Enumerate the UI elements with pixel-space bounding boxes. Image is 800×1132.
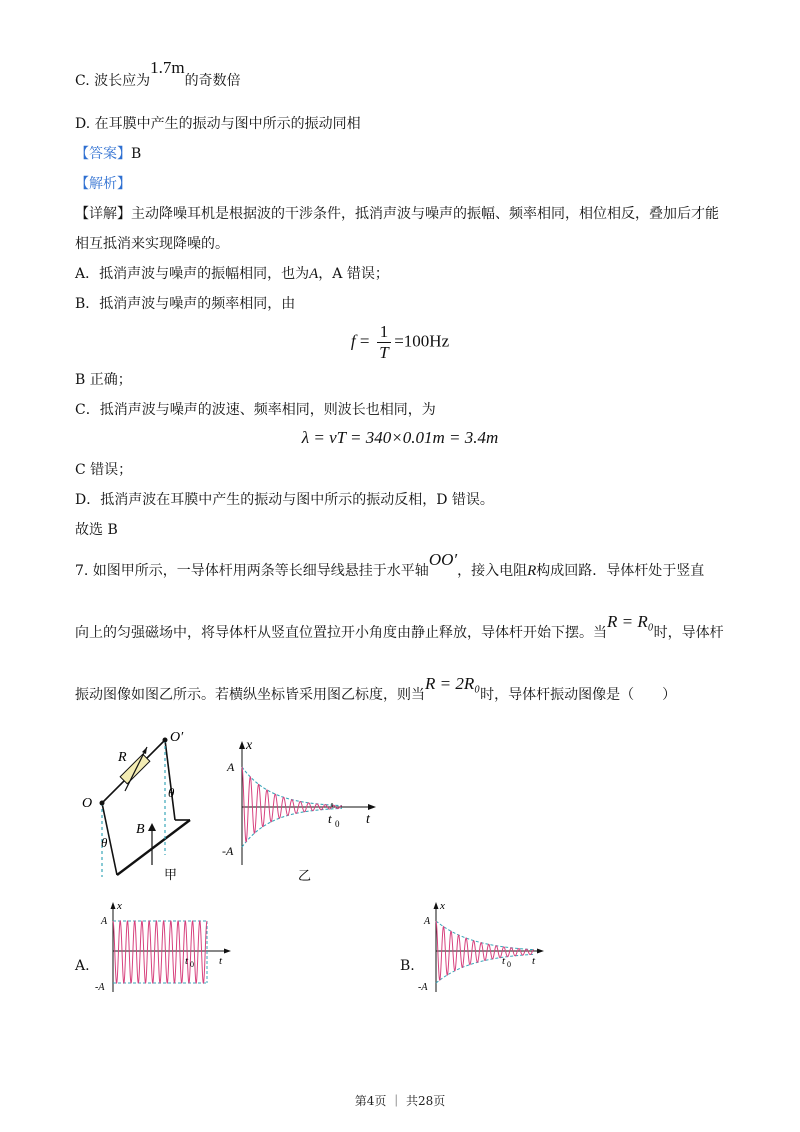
yi-envelope-bottom — [242, 808, 342, 847]
wire-right — [165, 740, 175, 820]
a-label-t0: t — [185, 955, 189, 967]
b-label-neg-a: -A — [418, 982, 428, 993]
yi-label-t0: t — [328, 811, 332, 826]
analysis-c-wrong: C 错误； — [75, 462, 133, 478]
b-envelope-bottom — [436, 954, 534, 983]
page-footer: 第4页 ｜ 共28页 — [354, 1094, 446, 1108]
option-a-letter[interactable]: A. — [75, 958, 90, 974]
q7-2r0-math: R = 2R₀ — [425, 674, 481, 693]
label-r: R — [118, 750, 127, 765]
option-c-text: C. 波长应为 — [75, 73, 151, 89]
q7-text-1b: ，接入电阻 — [457, 563, 528, 579]
analysis-b-correct: B 正确； — [75, 372, 132, 388]
caption-yi: 乙 — [298, 868, 312, 883]
option-c-line — [75, 58, 241, 91]
a-label-t0-sub: 0 — [190, 960, 194, 969]
q7-text-1c: 构成回路．导体杆处于竖直 — [536, 563, 705, 579]
frequency-equation: f = $\frac{1}{T}$ =100Hz — [350, 322, 450, 362]
analysis-tag: 【解析】 — [75, 176, 131, 192]
answer-tag: 【答案】 — [75, 146, 131, 162]
figure-jia — [70, 725, 220, 885]
detail-text-1: 主动降噪耳机是根据波的干涉条件，抵消声波与噪声的振幅、频率相同，相位相反，叠加后才能 — [131, 206, 719, 222]
q7-text-3: 振动图像如图乙所示。若横纵坐标皆采用图乙标度，则当 — [75, 687, 425, 703]
wavelength-equation: λ = vT = 340×0.01m = 3.4m — [301, 428, 499, 447]
pivot-o — [100, 801, 105, 806]
b-label-t0-sub: 0 — [507, 960, 511, 969]
b-label-a: A — [424, 916, 431, 927]
option-b-letter[interactable]: B. — [400, 958, 415, 974]
question7-line-2 — [75, 612, 724, 643]
label-b: B — [136, 822, 145, 837]
analysis-a-line — [75, 264, 389, 284]
pivot-o-prime — [163, 738, 168, 743]
caption-jia: 甲 — [164, 867, 178, 882]
detail-line-1 — [75, 204, 719, 224]
detail-tag: 【详解】 — [75, 206, 131, 222]
question7-line-3 — [75, 674, 677, 705]
analysis-a-suffix: ，A 错误； — [318, 266, 389, 282]
q7-text-2: 向上的匀强磁场中，将导体杆从竖直位置拉开小角度由静止释放，导体杆开始下摆。当 — [75, 625, 607, 641]
field-arrow-head — [148, 823, 156, 831]
option-b-graph[interactable] — [418, 900, 548, 995]
b-t-arrow — [537, 949, 544, 954]
freq-rhs: =100Hz — [394, 331, 450, 351]
b-x-arrow — [434, 902, 439, 909]
figure-yi — [222, 735, 382, 885]
label-theta-left: θ — [101, 835, 108, 850]
q7-text-2b: 时，导体杆 — [653, 625, 724, 641]
a-x-arrow — [111, 902, 116, 909]
q7-r0-math: R = R₀ — [607, 612, 654, 631]
label-o: O — [82, 796, 93, 811]
a-label-neg-a: -A — [95, 982, 105, 993]
analysis-a-text: A．抵消声波与噪声的振幅相同，也为 — [75, 266, 310, 282]
freq-lhs: f — [350, 331, 356, 351]
freq-numerator: 1 — [377, 322, 392, 343]
answer-value: B — [131, 146, 142, 162]
q7-text-1: 7. 如图甲所示，一导体杆用两条等长细导线悬挂于水平轴 — [75, 563, 429, 579]
freq-fraction — [377, 322, 392, 363]
option-c-math: 1.7m — [150, 58, 185, 77]
analysis-c-line: C．抵消声波与噪声的波速、频率相同，则波长也相同，为 — [75, 402, 436, 418]
yi-t-arrow — [368, 804, 376, 810]
yi-label-neg-a: -A — [222, 844, 234, 858]
q7-text-3b: 时，导体杆振动图像是（ ） — [480, 687, 677, 703]
choose-line: 故选 B — [75, 522, 118, 538]
resistor-arrow-head — [142, 747, 147, 754]
yi-x-arrow — [239, 741, 245, 749]
analysis-a-var: A — [309, 266, 319, 282]
freq-denominator: T — [379, 343, 389, 362]
q7-var-r: R — [527, 563, 537, 579]
b-label-t0: t — [502, 955, 506, 967]
yi-label-t0-sub: 0 — [335, 819, 340, 829]
option-c-suffix: 的奇数倍 — [184, 73, 241, 89]
a-label-x: x — [117, 900, 122, 912]
yi-label-t: t — [366, 812, 370, 827]
label-o-prime: O′ — [170, 730, 184, 745]
answer-line — [75, 144, 141, 164]
yi-label-x: x — [246, 738, 253, 753]
label-theta-right: θ — [168, 785, 175, 800]
yi-label-a: A — [227, 760, 235, 774]
option-a-graph[interactable] — [95, 900, 235, 995]
analysis-b-line: B．抵消声波与噪声的频率相同，由 — [75, 296, 296, 312]
q7-axis-math: OO′ — [428, 550, 458, 569]
b-label-x: x — [440, 900, 445, 912]
detail-line-2: 相互抵消来实现降噪的。 — [75, 236, 229, 252]
analysis-d-line: D．抵消声波在耳膜中产生的振动与图中所示的振动反相，D 错误。 — [75, 492, 494, 508]
a-t-arrow — [224, 949, 231, 954]
option-d-line: D. 在耳膜中产生的振动与图中所示的振动同相 — [75, 116, 361, 132]
a-wave-curve — [113, 921, 207, 983]
question7-line-1 — [75, 550, 705, 581]
b-label-t: t — [532, 955, 536, 967]
a-label-t: t — [219, 955, 223, 967]
a-label-a: A — [101, 916, 108, 927]
